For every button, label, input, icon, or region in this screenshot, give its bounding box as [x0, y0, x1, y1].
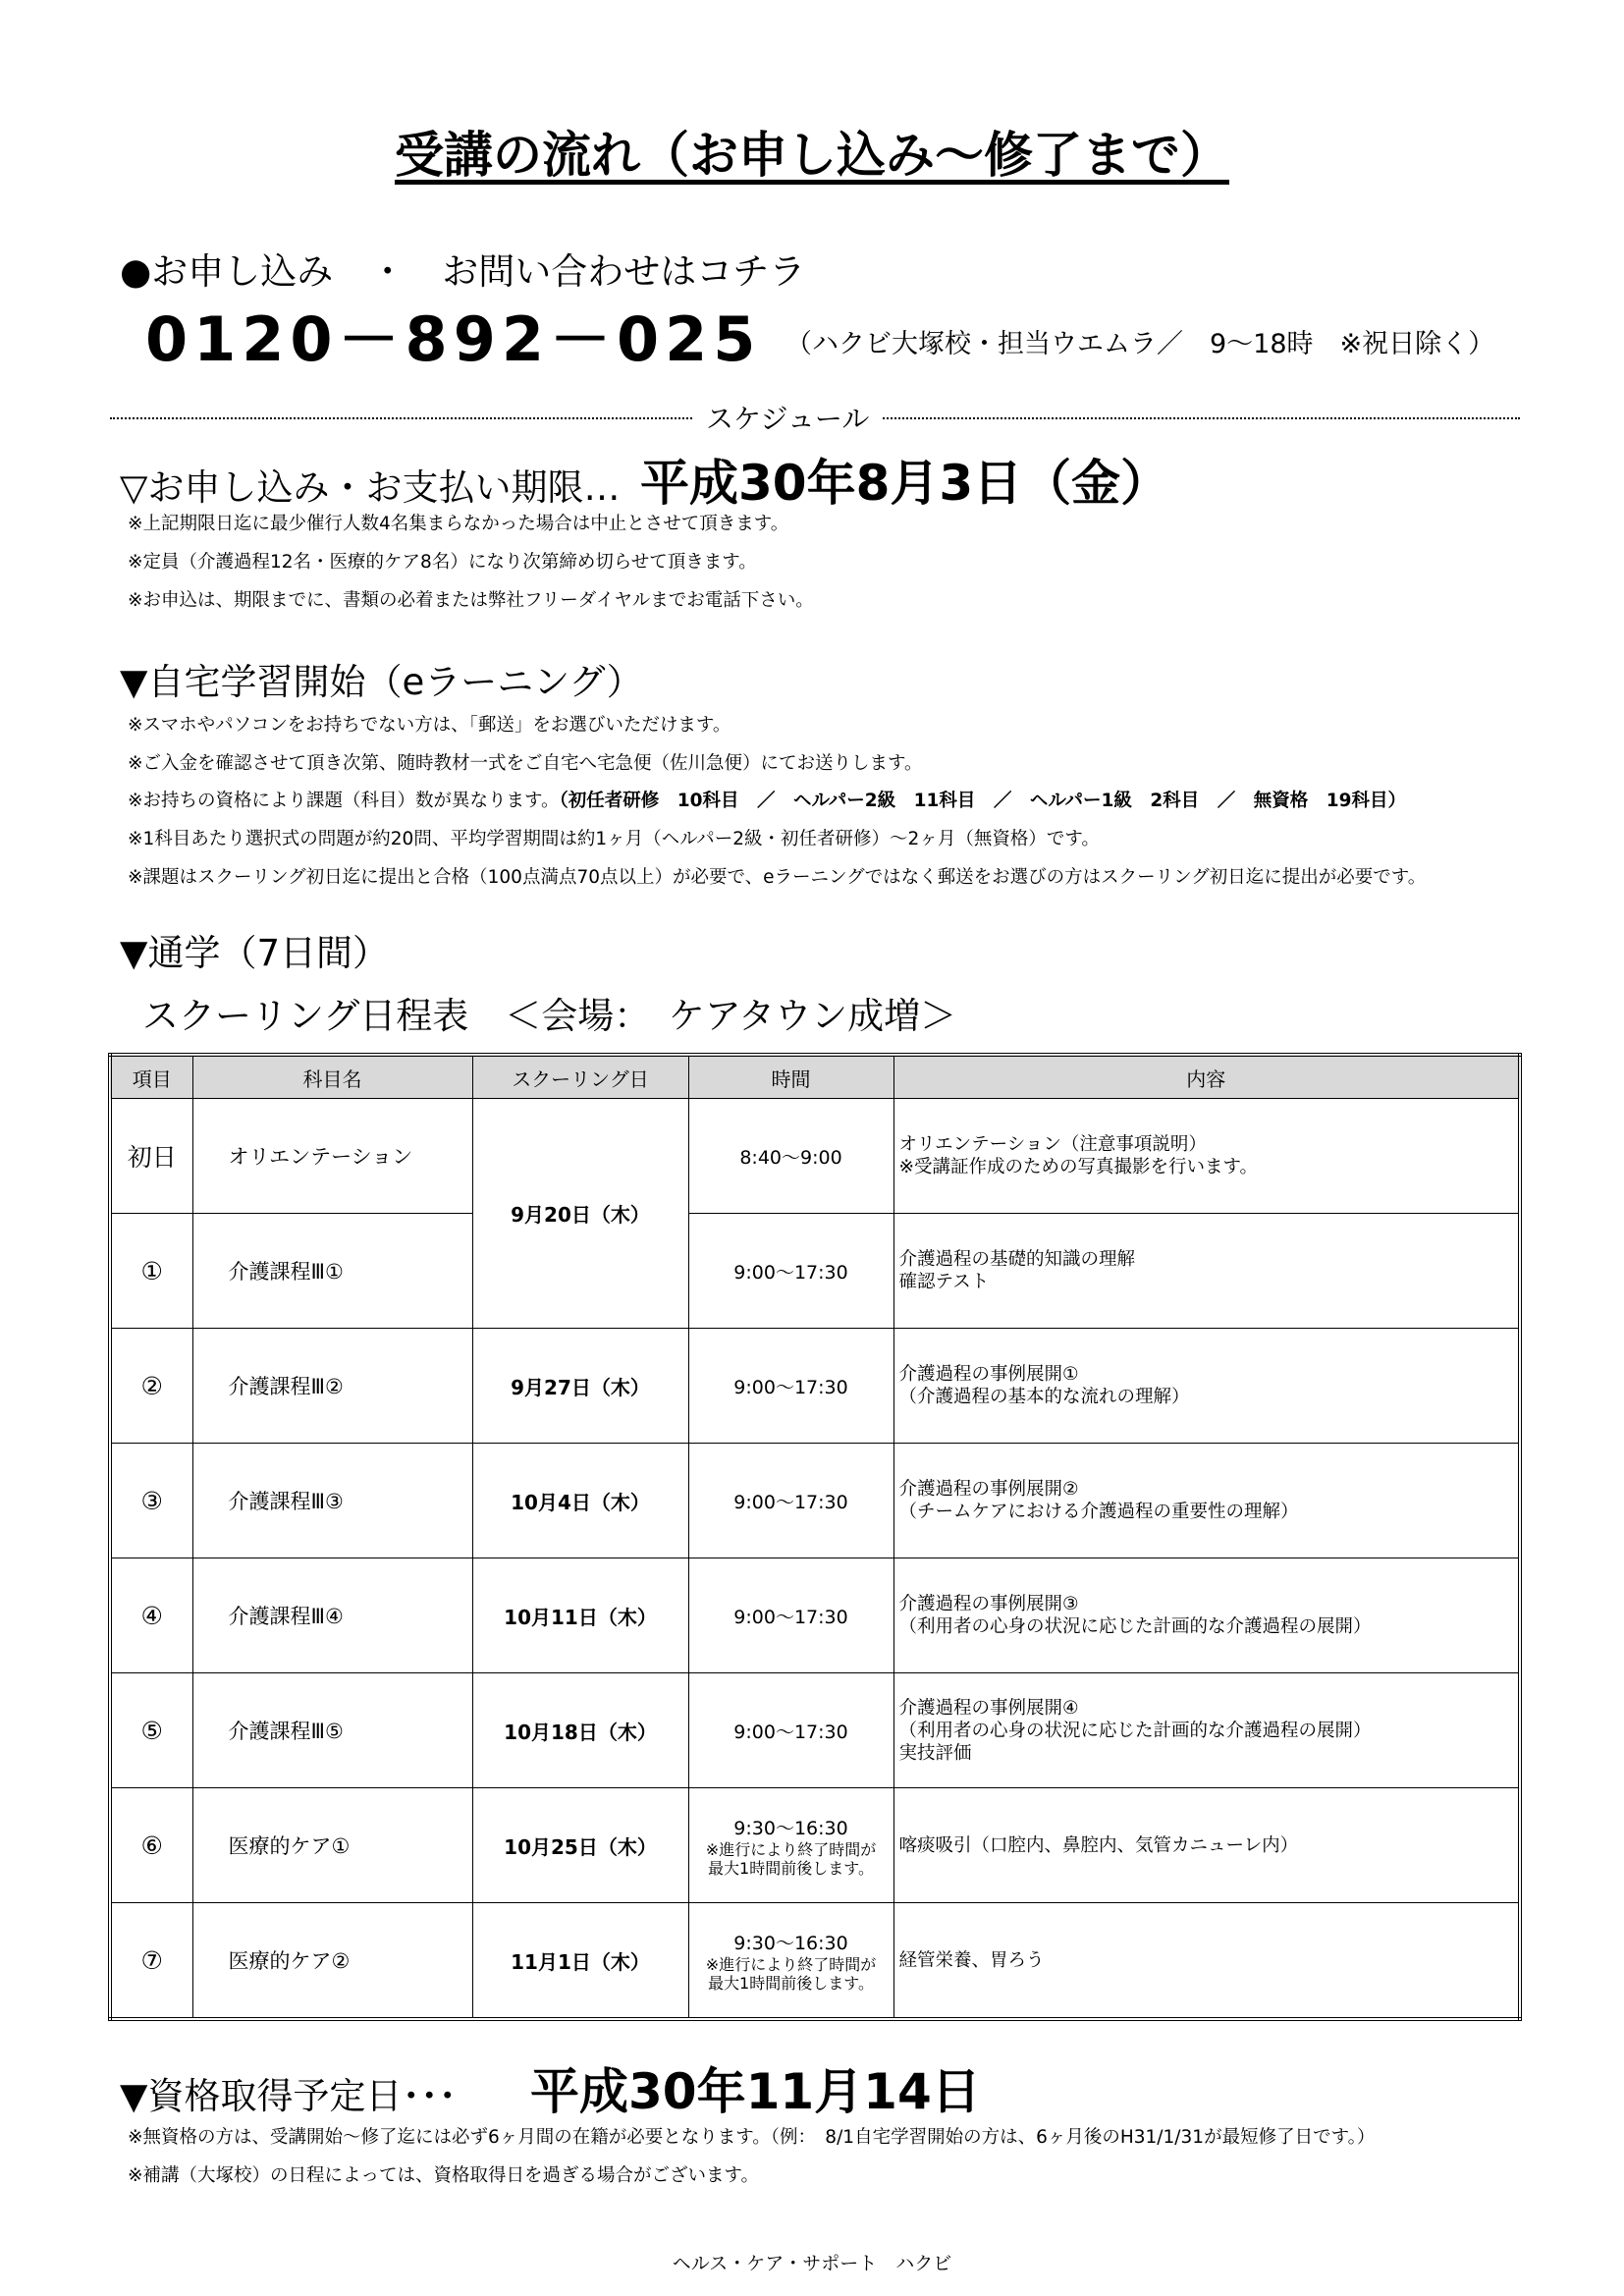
row-subject: 医療的ケア① [192, 1788, 472, 1903]
attendance-heading: ▼通学（7日間） [120, 932, 389, 974]
row-subject: 介護課程Ⅲ④ [192, 1558, 472, 1673]
home-study-note: ※1科目あたり選択式の問題が約20問、平均学習期間は約1ヶ月（ヘルパー2級・初任者研修）～2ヶ月（無資格）です。 [128, 829, 1100, 849]
deadline-note: ※お申込は、期限までに、書類の必着または弊社フリーダイヤルまでお電話下さい。 [128, 590, 814, 611]
row-content [893, 1444, 1520, 1558]
content-line: （利用者の心身の状況に応じた計画的な介護過程の展開） [898, 1720, 1372, 1741]
row-number: ② [110, 1329, 192, 1444]
row-content [893, 1214, 1520, 1329]
venue-heading: スクーリング日程表 ＜会場： ケアタウン成増＞ [142, 995, 957, 1037]
qualification-label: ▼資格取得予定日･･･ [120, 2075, 457, 2117]
row-content [893, 1788, 1520, 1903]
deadline-note: ※上記期限日迄に最少催行人数4名集まらなかった場合は中止とさせて頂きます。 [128, 514, 789, 534]
header-time: 時間 [688, 1055, 893, 1099]
content-line: 実技評価 [898, 1742, 972, 1764]
time-note: 最大1時間前後します。 [708, 1973, 874, 1993]
row-subject: 医療的ケア② [192, 1903, 472, 2020]
time-value: 9:30～16:30 [733, 1817, 848, 1839]
row-subject: 介護課程Ⅲ⑤ [192, 1673, 472, 1788]
row-date: 9月20日（木） [472, 1099, 688, 1329]
row-number: ③ [110, 1444, 192, 1558]
subject-count-list: （初任者研修 10科目 ／ ヘルパー2級 11科目 ／ ヘルパー1級 2科目 ／ 無資格 19科目） [559, 791, 1407, 811]
footer-company: ヘルス・ケア・サポート ハクビ [672, 2253, 952, 2274]
content-line: （チームケアにおける介護過程の重要性の理解） [898, 1502, 1299, 1522]
table-row [110, 1214, 1520, 1329]
row-date: 10月11日（木） [472, 1558, 688, 1673]
row-date: 9月27日（木） [472, 1329, 688, 1444]
deadline-label: ▽お申し込み・お支払い期限… [120, 466, 621, 509]
row-number: ⑤ [110, 1673, 192, 1788]
row-time [688, 1903, 893, 2020]
row-number: ④ [110, 1558, 192, 1673]
row-number: ① [110, 1214, 192, 1329]
header-content: 内容 [893, 1055, 1520, 1099]
schedule-table [108, 1053, 1522, 2021]
row-subject: 介護課程Ⅲ① [192, 1214, 472, 1329]
table-row [110, 1329, 1520, 1444]
row-subject: オリエンテーション [192, 1099, 472, 1214]
phone-number[interactable]: 0120－892－025 [145, 303, 762, 375]
table-row [110, 1673, 1520, 1788]
row-time [688, 1788, 893, 1903]
row-content [893, 1903, 1520, 2020]
row-time: 9:00～17:30 [688, 1673, 893, 1788]
header-subject: 科目名 [192, 1055, 472, 1099]
row-content [893, 1558, 1520, 1673]
row-number: 初日 [110, 1099, 192, 1214]
content-line: 介護過程の基礎的知識の理解 [898, 1249, 1136, 1270]
time-note: ※進行により終了時間が [705, 1839, 877, 1859]
row-subject: 介護課程Ⅲ③ [192, 1444, 472, 1558]
table-row [110, 1444, 1520, 1558]
home-study-note: ※課題はスクーリング初日迄に提出と合格（100点満点70点以上）が必要で、eラーニングではなく郵送をお選びの方はスクーリング初日迄に提出が必要です。 [128, 867, 1427, 888]
qualification-note: ※無資格の方は、受講開始～修了迄には必ず6ヶ月間の在籍が必要となります。（例： 8/1自宅学習開始の方は、6ヶ月後のH31/1/31が最短修了日です。） [128, 2127, 1376, 2148]
row-time: 9:00～17:30 [688, 1444, 893, 1558]
phone-note: （ハクビ大塚校・担当ウエムラ／ 9～18時 ※祝日除く） [785, 329, 1495, 359]
table-row [110, 1788, 1520, 1903]
row-number: ⑦ [110, 1903, 192, 2020]
content-line: 喀痰吸引（口腔内、鼻腔内、気管カニューレ内） [898, 1834, 1299, 1856]
deadline-note: ※定員（介護過程12名・医療的ケア8名）になり次第締め切らせて頂きます。 [128, 552, 757, 573]
content-line: 介護過程の事例展開② [898, 1479, 1079, 1500]
table-row [110, 1099, 1520, 1214]
content-line: オリエンテーション（注意事項説明） [898, 1134, 1207, 1155]
header-item: 項目 [110, 1055, 192, 1099]
content-line: ※受講証作成のための写真撮影を行います。 [898, 1157, 1259, 1177]
content-line: 経管栄養、胃ろう [898, 1949, 1045, 1971]
table-header-row [110, 1055, 1520, 1099]
content-line: 確認テスト [898, 1272, 990, 1292]
qualification-note: ※補講（大塚校）の日程によっては、資格取得日を過ぎる場合がございます。 [128, 2165, 760, 2186]
row-time: 8:40～9:00 [688, 1099, 893, 1214]
home-study-note: ※スマホやパソコンをお持ちでない方は、「郵送」をお選びいただけます。 [128, 715, 731, 736]
home-study-heading: ▼自宅学習開始（eラーニング） [120, 661, 643, 703]
row-content [893, 1329, 1520, 1444]
home-study-note: ※ご入金を確認させて頂き次第、随時教材一式をご自宅へ宅急便（佐川急便）にてお送りします。 [128, 753, 923, 774]
time-note: ※進行により終了時間が [705, 1954, 877, 1974]
schedule-label: スケジュール [692, 398, 883, 437]
home-study-note-text: ※お持ちの資格により課題（科目）数が異なります。 [128, 791, 560, 811]
row-number: ⑥ [110, 1788, 192, 1903]
row-time: 9:00～17:30 [688, 1558, 893, 1673]
content-line: （介護過程の基本的な流れの理解） [898, 1387, 1190, 1407]
row-date: 11月1日（木） [472, 1903, 688, 2020]
row-date: 10月4日（木） [472, 1444, 688, 1558]
row-date: 10月18日（木） [472, 1673, 688, 1788]
row-time: 9:00～17:30 [688, 1214, 893, 1329]
deadline-value: 平成30年8月3日（金） [640, 455, 1170, 512]
content-line: 介護過程の事例展開④ [898, 1697, 1079, 1719]
page-title: 受講の流れ（お申し込み～修了まで） [395, 127, 1229, 184]
row-date: 10月25日（木） [472, 1788, 688, 1903]
row-content [893, 1673, 1520, 1788]
qualification-date: 平成30年11月14日 [530, 2063, 981, 2120]
row-content [893, 1099, 1520, 1214]
table-row [110, 1903, 1520, 2020]
content-line: 介護過程の事例展開① [898, 1364, 1079, 1385]
time-value: 9:30～16:30 [733, 1932, 848, 1954]
table-row [110, 1558, 1520, 1673]
row-time: 9:00～17:30 [688, 1329, 893, 1444]
row-subject: 介護課程Ⅲ② [192, 1329, 472, 1444]
contact-label: ●お申し込み ・ お問い合わせはコチラ [120, 250, 806, 293]
time-note: 最大1時間前後します。 [708, 1858, 874, 1878]
content-line: （利用者の心身の状況に応じた計画的な介護過程の展開） [898, 1616, 1372, 1637]
content-line: 介護過程の事例展開③ [898, 1594, 1079, 1614]
home-study-note [128, 787, 1406, 812]
header-date: スクーリング日 [472, 1055, 688, 1099]
